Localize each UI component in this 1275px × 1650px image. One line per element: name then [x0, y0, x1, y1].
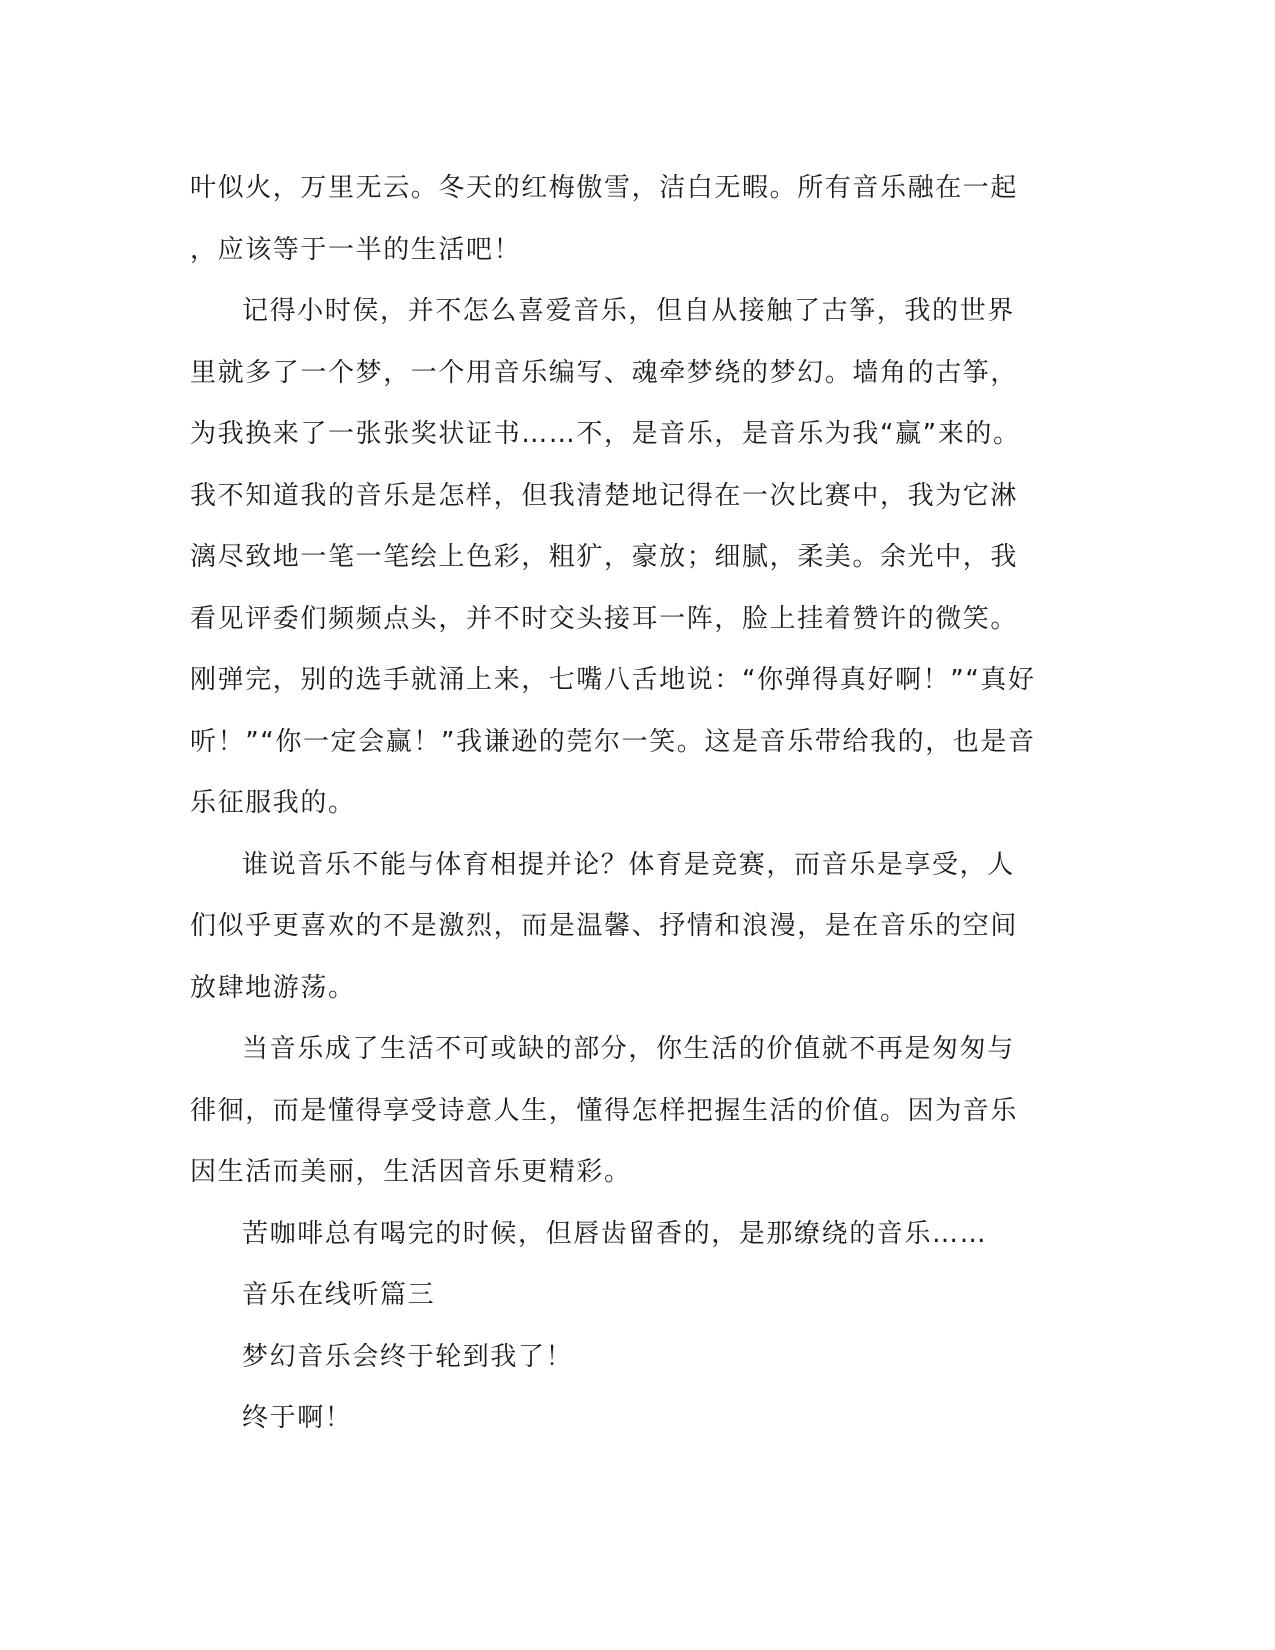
text-line: 记得小时侯，并不怎么喜爱音乐，但自从接触了古筝，我的世界	[242, 296, 1015, 326]
text-line: 漓尽致地一笔一笔绘上色彩，粗犷，豪放；细腻，柔美。余光中，我	[190, 542, 1019, 572]
text-line: ，应该等于一半的生活吧！	[190, 234, 522, 265]
text-line: 里就多了一个梦，一个用音乐编写、魂牵梦绕的梦幻。墙角的古筝，	[190, 357, 1019, 388]
paragraph-1	[190, 158, 1070, 281]
text-line: 苦咖啡总有喝完的时候，但唇齿留香的，是那缭绕的音乐……	[242, 1218, 988, 1249]
text-line: 们似乎更喜欢的不是激烈，而是温馨、抒情和浪漫，是在音乐的空间	[190, 911, 1019, 941]
text-line: 终于啊！	[242, 1403, 353, 1433]
body-text	[190, 158, 1070, 1450]
text-line: 当音乐成了生活不可或缺的部分，你生活的价值就不再是匆匆与	[242, 1034, 1015, 1064]
paragraph-4	[190, 1019, 1070, 1204]
paragraph-2	[190, 281, 1070, 835]
text-line: 徘徊，而是懂得享受诗意人生，懂得怎样把握生活的价值。因为音乐	[190, 1095, 1019, 1126]
text-line: 因生活而美丽，生活因音乐更精彩。	[190, 1157, 632, 1187]
section-heading	[190, 1265, 1070, 1327]
text-line: 我不知道我的音乐是怎样，但我清楚地记得在一次比赛中，我为它淋	[190, 480, 1019, 511]
text-line: 乐征服我的。	[190, 788, 356, 818]
text-line: 叶似火，万里无云。冬天的红梅傲雪，洁白无暇。所有音乐融在一起	[190, 173, 1019, 203]
text-line: 放肆地游荡。	[190, 972, 356, 1003]
text-line: 刚弹完，别的选手就涌上来，七嘴八舌地说：“你弹得真好啊！”“真好	[190, 665, 1036, 695]
paragraph-8	[190, 1388, 1070, 1450]
text-line: 看见评委们频频点头，并不时交头接耳一阵，脸上挂着赞许的微笑。	[190, 603, 1019, 634]
text-line: 梦幻音乐会终于轮到我了！	[242, 1341, 574, 1372]
text-line: 听！”“你一定会赢！”我谦逊的莞尔一笑。这是音乐带给我的，也是音	[190, 726, 1036, 757]
paragraph-7	[190, 1327, 1070, 1389]
text-line: 音乐在线听篇三	[242, 1280, 436, 1310]
text-line: 谁说音乐不能与体育相提并论？体育是竞赛，而音乐是享受，人	[242, 849, 1015, 880]
text-line: 为我换来了一张张奖状证书……不，是音乐，是音乐为我“赢”来的。	[190, 419, 1021, 449]
paragraph-3	[190, 835, 1070, 1020]
paragraph-5	[190, 1204, 1070, 1266]
